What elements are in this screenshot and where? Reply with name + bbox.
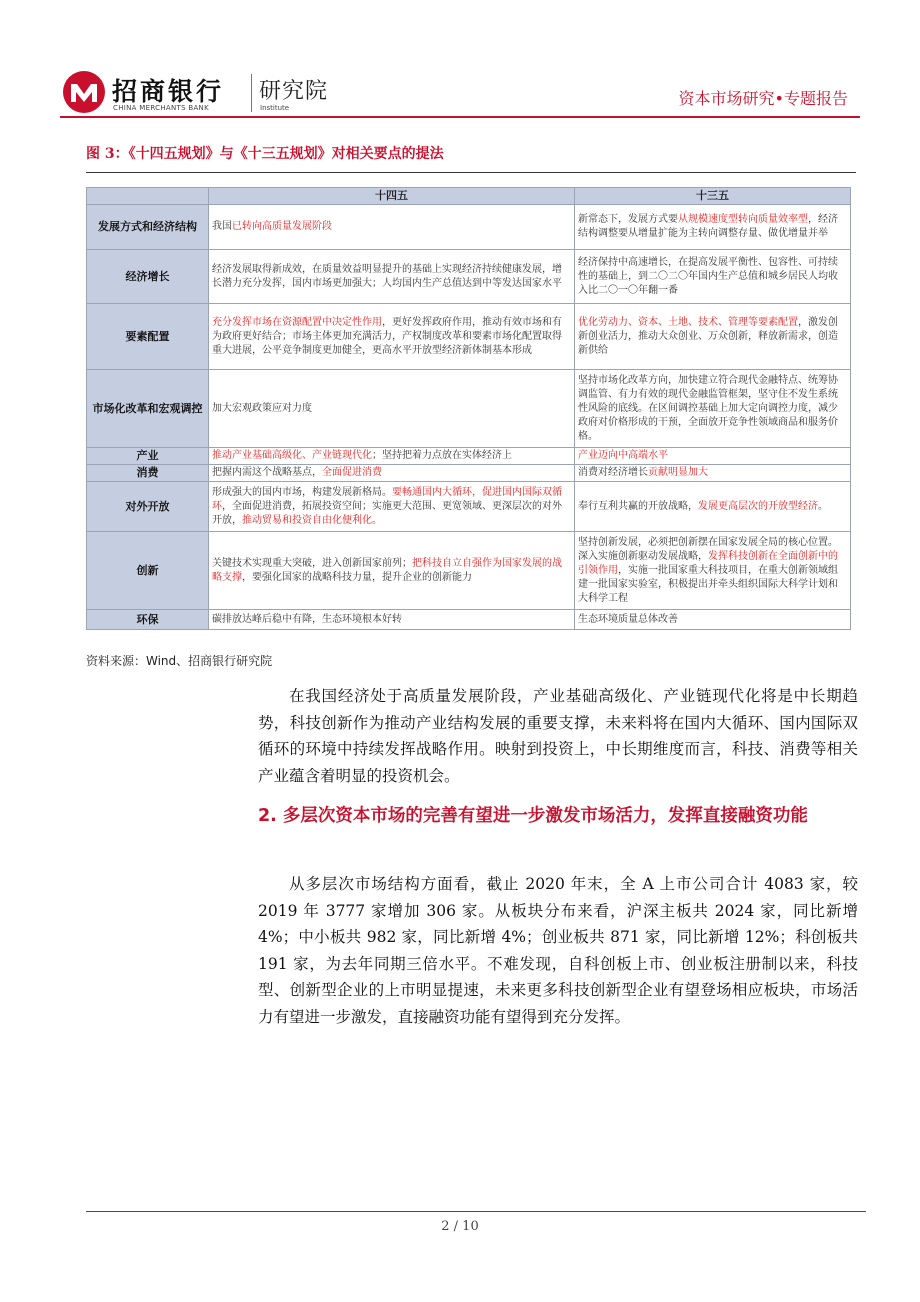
row-label: 产业 bbox=[87, 448, 209, 465]
cell-text: 生态环境质量总体改善 bbox=[578, 613, 678, 625]
cell-text: 坚持市场化改革方向，加快建立符合现代金融特点、统筹协调监管、有力有效的现代金融监管框架，坚守住不发生系统性风险的底线。在区间调控基础上加大定向调控力度，减少政府对价格形成的干预，全面放开竞争性领域商品和服务价格。 bbox=[578, 374, 838, 442]
body-paragraph: 从多层次市场结构方面看，截止 2020 年末，全 A 上市公司合计 4083 家，较 2019 年 3777 家增加 306 家。从板块分布来看，沪深主板共 2024 家，同比新增 4%；中小板共 982 家，同比新增 4%；创业板共 871 家，同比新增 12%；科创板共 191 家，为去年同期三倍水平。不难发现，自科创板上市、创业板注册制以来，科技型、创新型企业的上市明显提速，未来更多科技创新型企业有望登场相应板块，市场活力有望进一步激发，直接融资功能有望得到充分发挥。 bbox=[258, 875, 858, 1026]
cell-fourteenth-plan bbox=[209, 610, 575, 630]
highlighted-text: 发挥科技创新在全面创新中的引领作用 bbox=[578, 550, 838, 576]
cell-text: 坚持创新发展，必须把创新摆在国家发展全局的核心位置。深入实施创新驱动发展战略， bbox=[578, 536, 838, 562]
brand-name-en: CHINA MERCHANTS BANK bbox=[113, 104, 209, 112]
row-label: 市场化改革和宏观调控 bbox=[87, 370, 209, 448]
row-label: 消费 bbox=[87, 465, 209, 482]
cell-fourteenth-plan bbox=[209, 370, 575, 448]
cell-thirteenth-plan bbox=[575, 448, 851, 465]
cell-text: ，更好发挥政府作用，推动有效市场和有为政府更好结合；市场主体更加充满活力，产权制度改革和要素市场化配置取得重大进展，公平竞争制度更加健全，更高水平开放型经济新体制基本形成 bbox=[212, 316, 562, 356]
body-paragraph: 在我国经济处于高质量发展阶段，产业基础高级化、产业链现代化将是中长期趋势，科技创新作为推动产业结构发展的重要支撑，未来料将在国内大循环、国内国际双循环的环境中持续发挥战略作用。映射到投资上，中长期维度而言，科技、消费等相关产业蕴含着明显的投资机会。 bbox=[258, 687, 858, 785]
cell-text: 经济发展取得新成效，在质量效益明显提升的基础上实现经济持续健康发展，增长潜力充分发挥，国内市场更加强大；人均国内生产总值达到中等发达国家水平 bbox=[212, 263, 562, 289]
row-label: 发展方式和经济结构 bbox=[87, 205, 209, 250]
cell-thirteenth-plan bbox=[575, 250, 851, 304]
column-header: 十三五 bbox=[575, 188, 851, 205]
table-row bbox=[87, 465, 851, 482]
cell-text: ；坚持把着力点放在实体经济上 bbox=[372, 450, 512, 461]
cell-text: ，激发创新创业活力，推动大众创业、万众创新，释放新需求，创造新供给 bbox=[578, 316, 838, 356]
highlighted-text: 发展更高层次的开放型经济 bbox=[698, 500, 818, 512]
cell-thirteenth-plan bbox=[575, 482, 851, 532]
highlighted-text: 把科技自立自强作为国家发展的战略支撑 bbox=[212, 557, 562, 583]
table-row bbox=[87, 532, 851, 610]
column-header: 十四五 bbox=[209, 188, 575, 205]
institute-name: 研究院 bbox=[259, 79, 329, 104]
highlighted-text: 从规模速度型转向质量效率型 bbox=[678, 214, 808, 225]
row-label: 要素配置 bbox=[87, 304, 209, 370]
figure-title-rule bbox=[86, 172, 856, 173]
table-header-row bbox=[87, 188, 851, 205]
report-type: 资本市场研究•专题报告 bbox=[678, 89, 848, 108]
cell-text: 。 bbox=[818, 500, 828, 512]
table-row bbox=[87, 610, 851, 630]
cell-text: 奉行互利共赢的开放战略， bbox=[578, 500, 698, 512]
highlighted-text: 贡献明显加大 bbox=[648, 467, 708, 478]
footer-divider bbox=[86, 1211, 866, 1212]
section-heading: 2. 多层次资本市场的完善有望进一步激发市场活力，发挥直接融资功能 bbox=[258, 806, 808, 826]
header-divider bbox=[60, 116, 860, 118]
table-row bbox=[87, 304, 851, 370]
cell-text: 加大宏观政策应对力度 bbox=[212, 402, 312, 414]
cell-thirteenth-plan bbox=[575, 610, 851, 630]
cell-text: 把握内需这个战略基点， bbox=[212, 467, 322, 478]
cell-fourteenth-plan bbox=[209, 448, 575, 465]
cell-fourteenth-plan bbox=[209, 250, 575, 304]
cell-fourteenth-plan bbox=[209, 482, 575, 532]
cell-text: ，实施一批国家重大科技项目，在重大创新领域组建一批国家实验室，积极提出并牵头组织国际大科学计划和大科学工程 bbox=[578, 564, 838, 604]
brand-name: 招商银行 bbox=[112, 77, 225, 106]
table-body bbox=[87, 205, 851, 630]
highlighted-text: 已转向高质量发展阶段 bbox=[232, 221, 332, 232]
table-row bbox=[87, 448, 851, 465]
highlighted-text: 推动产业基础高级化、产业链现代化 bbox=[212, 450, 372, 461]
row-label: 对外开放 bbox=[87, 482, 209, 532]
cell-text: 关键技术实现重大突破，进入创新国家前列； bbox=[212, 557, 412, 569]
figure-source: 资料来源：Wind、招商银行研究院 bbox=[86, 654, 273, 668]
cell-fourteenth-plan bbox=[209, 205, 575, 250]
table-row bbox=[87, 370, 851, 448]
cell-text: 消费对经济增长 bbox=[578, 467, 648, 478]
highlighted-text: 全面促进消费 bbox=[322, 467, 382, 478]
page-number: 2 / 10 bbox=[441, 1219, 479, 1234]
cell-fourteenth-plan bbox=[209, 465, 575, 482]
cell-text: 新常态下，发展方式要 bbox=[578, 214, 678, 225]
cell-thirteenth-plan bbox=[575, 532, 851, 610]
cell-fourteenth-plan bbox=[209, 304, 575, 370]
row-label: 环保 bbox=[87, 610, 209, 630]
cell-text: 经济保持中高速增长，在提高发展平衡性、包容性、可持续性的基础上，到二〇二〇年国内生产总值和城乡居民人均收入比二〇一〇年翻一番 bbox=[578, 256, 838, 296]
table-row bbox=[87, 250, 851, 304]
row-label: 创新 bbox=[87, 532, 209, 610]
table-row bbox=[87, 482, 851, 532]
institute-name-en: Institute bbox=[260, 104, 290, 112]
figure-title: 图 3：《十四五规划》与《十三五规划》对相关要点的提法 bbox=[86, 146, 444, 162]
cell-fourteenth-plan bbox=[209, 532, 575, 610]
cell-thirteenth-plan bbox=[575, 370, 851, 448]
cell-text: ，经济结构调整要从增量扩能为主转向调整存量、做优增量并举 bbox=[578, 214, 838, 239]
cell-text: 碳排放达峰后稳中有降，生态环境根本好转 bbox=[212, 613, 402, 625]
cell-text: 形成强大的国内市场，构建发展新格局。 bbox=[212, 486, 392, 498]
highlighted-text: 产业迈向中高端水平 bbox=[578, 450, 668, 461]
cell-thirteenth-plan bbox=[575, 465, 851, 482]
highlighted-text: 优化劳动力、资本、土地、技术、管理等要素配置 bbox=[578, 316, 798, 328]
row-label: 经济增长 bbox=[87, 250, 209, 304]
highlighted-text: 推动贸易和投资自由化便利化。 bbox=[242, 514, 382, 526]
cell-text: 我国 bbox=[212, 221, 232, 232]
cell-text: ，全面促进消费，拓展投资空间；实施更大范围、更宽领域、更深层次的对外开放， bbox=[212, 500, 562, 526]
column-header bbox=[87, 188, 209, 205]
highlighted-text: 要畅通国内大循环，促进国内国际双循环 bbox=[212, 486, 562, 512]
cell-thirteenth-plan bbox=[575, 205, 851, 250]
brand-divider bbox=[251, 74, 252, 112]
cmb-logo-icon bbox=[62, 70, 106, 114]
comparison-table bbox=[86, 187, 851, 630]
cell-thirteenth-plan bbox=[575, 304, 851, 370]
highlighted-text: 充分发挥市场在资源配置中决定性作用 bbox=[212, 316, 382, 328]
page-header bbox=[0, 0, 920, 120]
table-row bbox=[87, 205, 851, 250]
cell-text: ，要强化国家的战略科技力量，提升企业的创新能力 bbox=[242, 571, 472, 583]
